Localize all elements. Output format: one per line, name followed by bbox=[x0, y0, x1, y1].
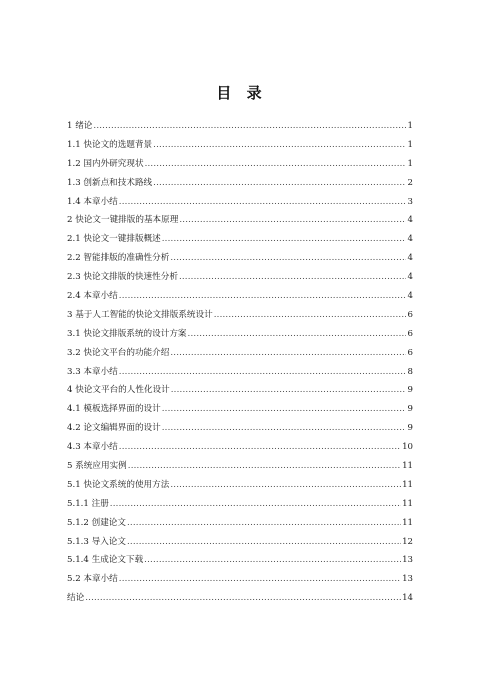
toc-entry-page-number: 11 bbox=[402, 517, 413, 528]
toc-entry-page-number: 4 bbox=[407, 253, 413, 264]
toc-title: 目 录 bbox=[216, 84, 264, 102]
toc-dot-leader bbox=[153, 174, 406, 193]
toc-entry-page-number: 9 bbox=[407, 423, 413, 434]
toc-entry-page-number: 4 bbox=[407, 234, 413, 245]
toc-entry[interactable] bbox=[67, 268, 413, 287]
toc-entry[interactable] bbox=[67, 476, 413, 495]
toc-entry[interactable] bbox=[67, 230, 413, 249]
toc-entry-title: 2.4 本章小结 bbox=[67, 291, 118, 302]
toc-entry[interactable] bbox=[67, 174, 413, 193]
toc-entry-page-number: 3 bbox=[407, 196, 413, 207]
toc-entry-title: 1 绪论 bbox=[67, 121, 93, 131]
toc-entry-title: 2 快论文一键排版的基本原理 bbox=[67, 215, 179, 226]
toc-dot-leader bbox=[119, 438, 401, 457]
toc-entry-page-number: 1 bbox=[407, 139, 413, 150]
toc-entry-title: 1.3 创新点和技术路线 bbox=[67, 177, 153, 188]
toc-entry[interactable] bbox=[67, 136, 413, 155]
toc-entry-title: 5.1.1 注册 bbox=[67, 498, 109, 509]
toc-entry[interactable] bbox=[67, 344, 413, 363]
toc-entry[interactable] bbox=[67, 457, 413, 476]
toc-dot-leader bbox=[145, 155, 406, 174]
toc-entry-page-number: 12 bbox=[402, 536, 413, 547]
toc-entry-page-number: 4 bbox=[407, 215, 413, 226]
toc-dot-leader bbox=[170, 344, 406, 363]
toc-dot-leader bbox=[153, 136, 406, 155]
toc-entry-page-number: 11 bbox=[402, 479, 413, 490]
toc-entry[interactable] bbox=[67, 570, 413, 589]
toc-entry[interactable] bbox=[67, 533, 413, 552]
toc-entry-page-number: 13 bbox=[402, 555, 413, 566]
toc-entry-title: 4.2 论文编辑界面的设计 bbox=[67, 423, 161, 434]
toc-dot-leader bbox=[110, 495, 401, 514]
toc-entry[interactable] bbox=[67, 325, 413, 344]
toc-entry-page-number: 8 bbox=[407, 366, 413, 377]
toc-entry[interactable] bbox=[67, 193, 413, 212]
toc-entry[interactable] bbox=[67, 551, 413, 570]
toc-dot-leader bbox=[162, 400, 406, 419]
toc-entry-title: 3.3 本章小结 bbox=[67, 366, 118, 377]
toc-entry[interactable] bbox=[67, 211, 413, 230]
toc-entry-page-number: 13 bbox=[402, 574, 413, 585]
toc-entry-page-number: 11 bbox=[402, 498, 413, 509]
toc-entry-title: 1.4 本章小结 bbox=[67, 196, 118, 207]
toc-entry-page-number: 14 bbox=[402, 593, 413, 604]
toc-dot-leader bbox=[93, 117, 406, 136]
toc-dot-leader bbox=[127, 514, 401, 533]
toc-entry-title: 3 基于人工智能的快论文排版系统设计 bbox=[67, 309, 213, 320]
toc-dot-leader bbox=[128, 457, 401, 476]
toc-entry-page-number: 4 bbox=[407, 272, 413, 283]
toc-entry[interactable] bbox=[67, 438, 413, 457]
toc-dot-leader bbox=[119, 287, 406, 306]
toc-entry[interactable] bbox=[67, 400, 413, 419]
toc-dot-leader bbox=[119, 193, 406, 212]
toc-entry[interactable] bbox=[67, 495, 413, 514]
toc-entry-title: 1.1 快论文的选题背景 bbox=[67, 139, 153, 150]
toc-entry-title: 4 快论文平台的人性化设计 bbox=[67, 385, 170, 396]
toc-dot-leader bbox=[119, 570, 401, 589]
toc-entry[interactable] bbox=[67, 419, 413, 438]
toc-entry[interactable] bbox=[67, 249, 413, 268]
toc-entry-page-number: 11 bbox=[402, 461, 413, 472]
toc-entry-page-number: 1 bbox=[407, 121, 413, 131]
toc-entry-page-number: 9 bbox=[407, 404, 413, 415]
toc-entry-title: 4.1 模板选择界面的设计 bbox=[67, 404, 161, 415]
toc-entry-title: 5.1 快论文系统的使用方法 bbox=[67, 479, 170, 490]
toc-dot-leader bbox=[170, 249, 406, 268]
toc-entry-title: 5.1.3 导入论文 bbox=[67, 536, 126, 547]
table-of-contents bbox=[67, 117, 413, 608]
toc-entry-title: 5.1.2 创建论文 bbox=[67, 517, 126, 528]
toc-entry-title: 2.2 智能排版的准确性分析 bbox=[67, 253, 170, 264]
toc-entry-page-number: 10 bbox=[402, 442, 413, 453]
toc-dot-leader bbox=[170, 476, 401, 495]
toc-dot-leader bbox=[119, 363, 406, 382]
toc-entry[interactable] bbox=[67, 287, 413, 306]
toc-entry[interactable] bbox=[67, 589, 413, 608]
toc-dot-leader bbox=[144, 551, 401, 570]
toc-dot-leader bbox=[85, 589, 401, 608]
toc-dot-leader bbox=[162, 419, 406, 438]
toc-entry-page-number: 2 bbox=[407, 177, 413, 188]
toc-entry-title: 结论 bbox=[67, 593, 85, 604]
toc-entry-title: 3.2 快论文平台的功能介绍 bbox=[67, 347, 170, 358]
toc-entry-title: 1.2 国内外研究现状 bbox=[67, 158, 144, 169]
toc-dot-leader bbox=[214, 306, 406, 325]
toc-dot-leader bbox=[179, 268, 406, 287]
toc-entry-title: 5.2 本章小结 bbox=[67, 574, 118, 585]
toc-dot-leader bbox=[171, 381, 406, 400]
toc-entry[interactable] bbox=[67, 117, 413, 136]
toc-dot-leader bbox=[162, 230, 406, 249]
toc-entry-page-number: 4 bbox=[407, 291, 413, 302]
toc-entry[interactable] bbox=[67, 155, 413, 174]
toc-entry[interactable] bbox=[67, 363, 413, 382]
toc-entry-page-number: 6 bbox=[407, 309, 413, 320]
toc-entry-title: 2.1 快论文一键排版概述 bbox=[67, 234, 161, 245]
toc-dot-leader bbox=[188, 325, 406, 344]
toc-entry-title: 5 系统应用实例 bbox=[67, 461, 127, 472]
toc-entry-page-number: 6 bbox=[407, 328, 413, 339]
toc-entry[interactable] bbox=[67, 381, 413, 400]
toc-entry-page-number: 6 bbox=[407, 347, 413, 358]
toc-entry-title: 4.3 本章小结 bbox=[67, 442, 118, 453]
toc-dot-leader bbox=[179, 211, 406, 230]
toc-entry-title: 5.1.4 生成论文下载 bbox=[67, 555, 144, 566]
toc-entry-title: 2.3 快论文排版的快速性分析 bbox=[67, 272, 178, 283]
toc-entry-page-number: 1 bbox=[407, 158, 413, 169]
toc-entry-page-number: 9 bbox=[407, 385, 413, 396]
toc-entry[interactable] bbox=[67, 306, 413, 325]
toc-entry[interactable] bbox=[67, 514, 413, 533]
toc-dot-leader bbox=[127, 533, 401, 552]
toc-entry-title: 3.1 快论文排版系统的设计方案 bbox=[67, 328, 187, 339]
